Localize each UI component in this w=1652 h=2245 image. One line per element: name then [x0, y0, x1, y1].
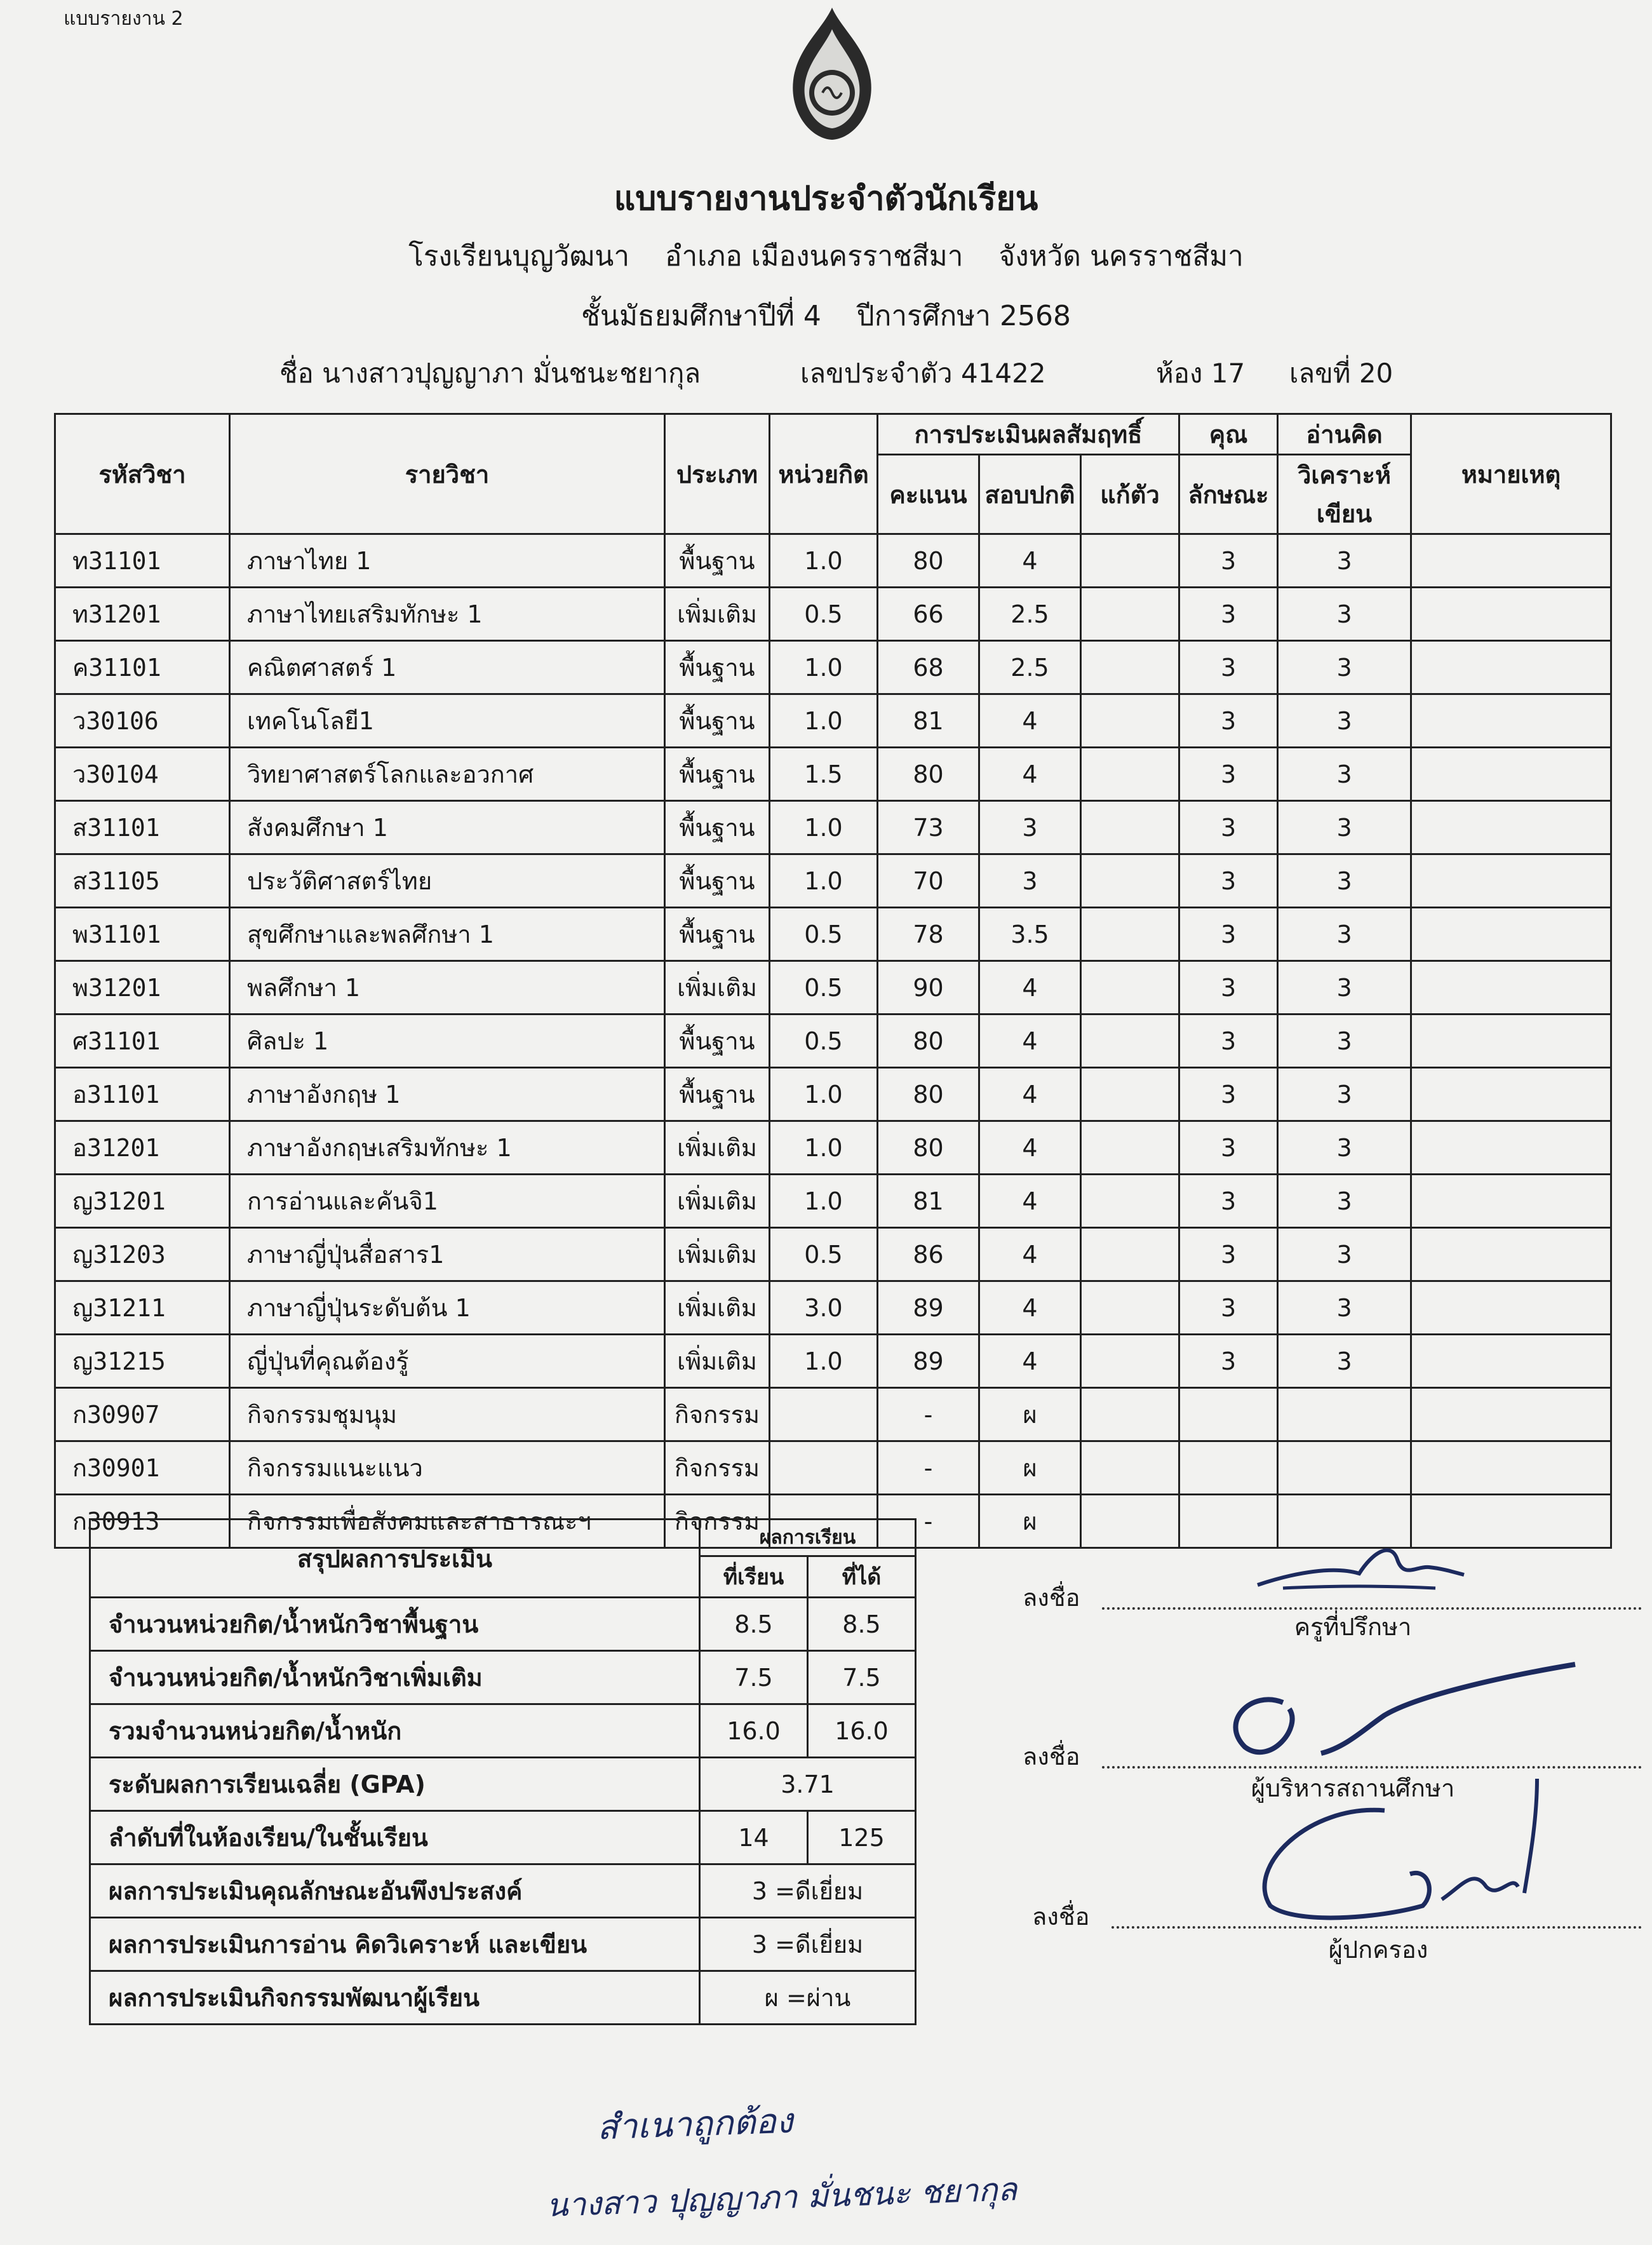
certified-copy-note: สำเนาถูกต้อง [596, 2100, 794, 2148]
course-score: 80 [878, 748, 979, 801]
characteristics-value: 3 =ดีเยี่ยม [700, 1864, 916, 1918]
grade-level: ชั้นมัธยมศึกษาปีที่ 4 [581, 300, 821, 332]
course-code: ญ31211 [55, 1281, 230, 1335]
course-reading: 3 [1278, 1335, 1411, 1388]
table-row [55, 1175, 1611, 1228]
course-score: 86 [878, 1228, 979, 1281]
course-reading: 3 [1278, 694, 1411, 748]
table-row [55, 1335, 1611, 1388]
course-remark [1411, 1068, 1611, 1121]
student-id: เลขประจำตัว 41422 [800, 358, 1046, 389]
parent-sign-label: ลงชื่อ [1032, 1903, 1090, 1931]
table-row [55, 588, 1611, 641]
course-reading: 3 [1278, 801, 1411, 854]
header-remark: หมายเหตุ [1411, 414, 1611, 534]
course-type: เพิ่มเติม [665, 1281, 770, 1335]
table-row [55, 694, 1611, 748]
total-credits-earned: 16.0 [808, 1704, 916, 1758]
course-retake [1081, 1015, 1179, 1068]
course-name: การอ่านและคันจิ1 [230, 1175, 665, 1228]
director-signature-mark [1194, 1652, 1588, 1781]
header-reading-bottom: วิเคราะห์เขียน [1278, 455, 1411, 534]
course-retake [1081, 961, 1179, 1015]
course-credits: 0.5 [770, 908, 878, 961]
course-type: พื้นฐาน [665, 908, 770, 961]
characteristics-label: ผลการประเมินคุณลักษณะอันพึงประสงค์ [90, 1864, 700, 1918]
course-reading [1278, 1441, 1411, 1495]
course-code: ว30104 [55, 748, 230, 801]
course-name: เทคโนโลยี1 [230, 694, 665, 748]
course-reading: 3 [1278, 588, 1411, 641]
course-characteristics: 3 [1179, 1015, 1278, 1068]
course-remark [1411, 1228, 1611, 1281]
course-name: ภาษาไทยเสริมทักษะ 1 [230, 588, 665, 641]
course-grade: 4 [979, 1015, 1081, 1068]
advisor-role: ครูที่ปรึกษา [1294, 1613, 1412, 1641]
course-remark [1411, 854, 1611, 908]
course-code: ก30901 [55, 1441, 230, 1495]
table-row [55, 1441, 1611, 1495]
course-retake [1081, 1388, 1179, 1441]
course-characteristics: 3 [1179, 961, 1278, 1015]
course-type: พื้นฐาน [665, 534, 770, 588]
course-code: อ31201 [55, 1121, 230, 1175]
course-code: ญ31201 [55, 1175, 230, 1228]
course-credits: 1.0 [770, 1335, 878, 1388]
course-retake [1081, 1281, 1179, 1335]
table-row [55, 801, 1611, 854]
header-characteristics-top: คุณ [1179, 414, 1278, 455]
rank-in-level: 125 [808, 1811, 916, 1864]
course-characteristics: 3 [1179, 1175, 1278, 1228]
course-credits [770, 1388, 878, 1441]
course-grade: 4 [979, 1281, 1081, 1335]
course-characteristics: 3 [1179, 588, 1278, 641]
course-characteristics: 3 [1179, 534, 1278, 588]
table-row [55, 1121, 1611, 1175]
course-reading: 3 [1278, 1121, 1411, 1175]
course-name: สังคมศึกษา 1 [230, 801, 665, 854]
student-info [279, 353, 1435, 394]
course-credits [770, 1441, 878, 1495]
course-type: เพิ่มเติม [665, 1175, 770, 1228]
course-score: 70 [878, 854, 979, 908]
course-code: อ31101 [55, 1068, 230, 1121]
course-retake [1081, 1175, 1179, 1228]
course-retake [1081, 1121, 1179, 1175]
academic-year: ปีการศึกษา 2568 [856, 300, 1071, 332]
table-row [55, 534, 1611, 588]
course-credits: 1.0 [770, 801, 878, 854]
course-retake [1081, 908, 1179, 961]
rank-in-room: 14 [700, 1811, 808, 1864]
grades-table [54, 413, 1612, 1549]
course-retake [1081, 534, 1179, 588]
summary-earned-header: ที่ได้ [808, 1556, 916, 1598]
course-reading: 3 [1278, 1068, 1411, 1121]
course-code: ญ31215 [55, 1335, 230, 1388]
form-code: แบบรายงาน 2 [64, 8, 184, 30]
course-characteristics: 3 [1179, 641, 1278, 694]
handwritten-name: นางสาว ปุญญาภา มั่นชนะ ชยากุล [546, 2171, 1018, 2224]
course-remark [1411, 1281, 1611, 1335]
course-score: - [878, 1441, 979, 1495]
course-remark [1411, 908, 1611, 961]
course-characteristics: 3 [1179, 908, 1278, 961]
course-name: ภาษาไทย 1 [230, 534, 665, 588]
course-code: ก30907 [55, 1388, 230, 1441]
course-code: ว30106 [55, 694, 230, 748]
course-grade: 4 [979, 1175, 1081, 1228]
course-reading: 3 [1278, 854, 1411, 908]
basic-credits-studied: 8.5 [700, 1598, 808, 1651]
extra-credits-studied: 7.5 [700, 1651, 808, 1704]
course-credits: 1.0 [770, 1175, 878, 1228]
course-grade: 4 [979, 1228, 1081, 1281]
header-assessment: การประเมินผลสัมฤทธิ์ [878, 414, 1179, 455]
header-credits: หน่วยกิต [770, 414, 878, 534]
basic-credits-label: จำนวนหน่วยกิต/น้ำหนักวิชาพื้นฐาน [90, 1598, 700, 1651]
course-remark [1411, 1121, 1611, 1175]
course-remark [1411, 1388, 1611, 1441]
course-credits: 1.0 [770, 854, 878, 908]
course-retake [1081, 1441, 1179, 1495]
table-row [55, 748, 1611, 801]
course-code: ส31105 [55, 854, 230, 908]
header-characteristics-bottom: ลักษณะ [1179, 455, 1278, 534]
course-retake [1081, 1495, 1179, 1548]
course-remark [1411, 534, 1611, 588]
course-retake [1081, 854, 1179, 908]
course-retake [1081, 801, 1179, 854]
course-reading: 3 [1278, 748, 1411, 801]
course-type: เพิ่มเติม [665, 961, 770, 1015]
course-credits: 0.5 [770, 1228, 878, 1281]
course-score: 81 [878, 694, 979, 748]
course-name: ภาษาอังกฤษเสริมทักษะ 1 [230, 1121, 665, 1175]
course-name: ประวัติศาสตร์ไทย [230, 854, 665, 908]
course-remark [1411, 1015, 1611, 1068]
course-characteristics: 3 [1179, 1121, 1278, 1175]
course-grade: 4 [979, 961, 1081, 1015]
parent-signature-mark [1232, 1772, 1562, 1934]
course-score: 78 [878, 908, 979, 961]
course-score: - [878, 1495, 979, 1548]
activity-label: ผลการประเมินกิจกรรมพัฒนาผู้เรียน [90, 1971, 700, 2025]
header-reading-top: อ่านคิด [1278, 414, 1411, 455]
summary-title: สรุปผลการประเมิน [90, 1520, 700, 1598]
course-grade: 4 [979, 1121, 1081, 1175]
course-remark [1411, 748, 1611, 801]
seat-number: เลขที่ 20 [1289, 358, 1393, 389]
course-characteristics: 3 [1179, 1068, 1278, 1121]
course-characteristics: 3 [1179, 748, 1278, 801]
rank-label: ลำดับที่ในห้องเรียน/ในชั้นเรียน [90, 1811, 700, 1864]
gpa-value: 3.71 [700, 1758, 916, 1811]
course-remark [1411, 1441, 1611, 1495]
course-retake [1081, 694, 1179, 748]
course-type: พื้นฐาน [665, 1015, 770, 1068]
course-code: ญ31203 [55, 1228, 230, 1281]
course-grade: 4 [979, 1335, 1081, 1388]
course-score: 90 [878, 961, 979, 1015]
course-remark [1411, 961, 1611, 1015]
course-name: กิจกรรมแนะแนว [230, 1441, 665, 1495]
course-credits: 0.5 [770, 588, 878, 641]
course-retake [1081, 748, 1179, 801]
course-retake [1081, 641, 1179, 694]
course-score: 80 [878, 1068, 979, 1121]
extra-credits-label: จำนวนหน่วยกิต/น้ำหนักวิชาเพิ่มเติม [90, 1651, 700, 1704]
course-retake [1081, 1068, 1179, 1121]
header-code: รหัสวิชา [55, 414, 230, 534]
course-characteristics: 3 [1179, 1335, 1278, 1388]
course-name: ญี่ปุ่นที่คุณต้องรู้ [230, 1335, 665, 1388]
course-grade: ผ [979, 1388, 1081, 1441]
header-retake: แก้ตัว [1081, 455, 1179, 534]
course-characteristics: 3 [1179, 801, 1278, 854]
course-grade: 4 [979, 748, 1081, 801]
course-score: 66 [878, 588, 979, 641]
director-role: ผู้บริหารสถานศึกษา [1251, 1774, 1455, 1802]
course-score: 68 [878, 641, 979, 694]
course-name: วิทยาศาสตร์โลกและอวกาศ [230, 748, 665, 801]
reading-value: 3 =ดีเยี่ยม [700, 1918, 916, 1971]
course-grade: 3 [979, 801, 1081, 854]
table-row [55, 908, 1611, 961]
course-code: ก30913 [55, 1495, 230, 1548]
course-code: ส31101 [55, 801, 230, 854]
school-name: โรงเรียนบุญวัฒนา [408, 240, 630, 273]
course-name: ภาษาญี่ปุ่นระดับต้น 1 [230, 1281, 665, 1335]
course-name: ภาษาอังกฤษ 1 [230, 1068, 665, 1121]
course-grade: ผ [979, 1495, 1081, 1548]
course-score: 81 [878, 1175, 979, 1228]
course-code: พ31101 [55, 908, 230, 961]
course-reading: 3 [1278, 1228, 1411, 1281]
course-name: สุขศึกษาและพลศึกษา 1 [230, 908, 665, 961]
header-subject: รายวิชา [230, 414, 665, 534]
student-name: ชื่อ นางสาวปุญญาภา มั่นชนะชยากุล [279, 358, 701, 389]
level-line [0, 293, 1652, 338]
course-reading: 3 [1278, 1175, 1411, 1228]
course-name: กิจกรรมชุมนุม [230, 1388, 665, 1441]
room-number: ห้อง 17 [1156, 358, 1246, 389]
course-code: ท31201 [55, 588, 230, 641]
district: อำเภอ เมืองนครราชสีมา [665, 240, 964, 273]
course-retake [1081, 1335, 1179, 1388]
course-credits: 0.5 [770, 1015, 878, 1068]
course-grade: 4 [979, 694, 1081, 748]
course-remark [1411, 641, 1611, 694]
course-characteristics [1179, 1388, 1278, 1441]
course-characteristics: 3 [1179, 1228, 1278, 1281]
course-credits: 1.0 [770, 534, 878, 588]
course-code: ค31101 [55, 641, 230, 694]
course-name: พลศึกษา 1 [230, 961, 665, 1015]
course-reading: 3 [1278, 1281, 1411, 1335]
course-score: 73 [878, 801, 979, 854]
course-type: กิจกรรม [665, 1388, 770, 1441]
course-characteristics [1179, 1441, 1278, 1495]
course-grade: 2.5 [979, 588, 1081, 641]
course-type: เพิ่มเติม [665, 1335, 770, 1388]
activity-value: ผ =ผ่าน [700, 1971, 916, 2025]
course-remark [1411, 801, 1611, 854]
course-type: พื้นฐาน [665, 801, 770, 854]
course-name: ศิลปะ 1 [230, 1015, 665, 1068]
summary-studied-header: ที่เรียน [700, 1556, 808, 1598]
course-type: กิจกรรม [665, 1495, 770, 1548]
course-retake [1081, 588, 1179, 641]
table-row [55, 1068, 1611, 1121]
summary-result-header: ผลการเรียน [700, 1520, 916, 1556]
course-reading [1278, 1388, 1411, 1441]
course-credits: 1.0 [770, 641, 878, 694]
basic-credits-earned: 8.5 [808, 1598, 916, 1651]
course-score: - [878, 1388, 979, 1441]
header-normal-exam: สอบปกติ [979, 455, 1081, 534]
advisor-signature-mark [1245, 1528, 1474, 1607]
table-row [55, 854, 1611, 908]
course-grade: 4 [979, 534, 1081, 588]
course-retake [1081, 1228, 1179, 1281]
course-type: เพิ่มเติม [665, 588, 770, 641]
document-title: แบบรายงานประจำตัวนักเรียน [614, 180, 1038, 218]
course-credits: 1.0 [770, 1068, 878, 1121]
course-reading: 3 [1278, 961, 1411, 1015]
table-row [55, 1228, 1611, 1281]
course-score: 80 [878, 1015, 979, 1068]
table-row [55, 1388, 1611, 1441]
course-reading: 3 [1278, 641, 1411, 694]
course-credits: 0.5 [770, 961, 878, 1015]
summary-table [89, 1518, 917, 2025]
course-characteristics: 3 [1179, 1281, 1278, 1335]
course-type: พื้นฐาน [665, 1068, 770, 1121]
course-name: ภาษาญี่ปุ่นสื่อสาร1 [230, 1228, 665, 1281]
school-emblem-icon [784, 4, 880, 144]
header-score: คะแนน [878, 455, 979, 534]
course-grade: 3 [979, 854, 1081, 908]
advisor-sign-label: ลงชื่อ [1023, 1584, 1080, 1612]
gpa-label: ระดับผลการเรียนเฉลี่ย (GPA) [90, 1758, 700, 1811]
course-reading: 3 [1278, 1015, 1411, 1068]
course-score: 89 [878, 1335, 979, 1388]
course-credits: 1.0 [770, 694, 878, 748]
course-grade: ผ [979, 1441, 1081, 1495]
table-row [55, 1281, 1611, 1335]
course-type: พื้นฐาน [665, 641, 770, 694]
course-score: 80 [878, 1121, 979, 1175]
course-name: กิจกรรมเพื่อสังคมและสาธารณะฯ [230, 1495, 665, 1548]
course-remark [1411, 1335, 1611, 1388]
table-row [55, 1015, 1611, 1068]
course-name: คณิตศาสตร์ 1 [230, 641, 665, 694]
province: จังหวัด นครราชสีมา [998, 240, 1244, 273]
school-line [0, 234, 1652, 278]
director-sign-label: ลงชื่อ [1023, 1743, 1080, 1770]
course-type: เพิ่มเติม [665, 1121, 770, 1175]
course-score: 80 [878, 534, 979, 588]
course-code: ศ31101 [55, 1015, 230, 1068]
course-code: พ31201 [55, 961, 230, 1015]
reading-label: ผลการประเมินการอ่าน คิดวิเคราะห์ และเขียน [90, 1918, 700, 1971]
table-row [55, 641, 1611, 694]
course-remark [1411, 588, 1611, 641]
course-grade: 3.5 [979, 908, 1081, 961]
course-type: เพิ่มเติม [665, 1228, 770, 1281]
course-characteristics: 3 [1179, 694, 1278, 748]
header-type: ประเภท [665, 414, 770, 534]
extra-credits-earned: 7.5 [808, 1651, 916, 1704]
course-type: พื้นฐาน [665, 854, 770, 908]
course-credits: 1.5 [770, 748, 878, 801]
course-characteristics: 3 [1179, 854, 1278, 908]
parent-role: ผู้ปกครอง [1328, 1936, 1428, 1964]
course-type: พื้นฐาน [665, 748, 770, 801]
course-reading: 3 [1278, 908, 1411, 961]
course-remark [1411, 694, 1611, 748]
course-score: 89 [878, 1281, 979, 1335]
course-reading: 3 [1278, 534, 1411, 588]
course-grade: 2.5 [979, 641, 1081, 694]
course-credits: 3.0 [770, 1281, 878, 1335]
course-type: กิจกรรม [665, 1441, 770, 1495]
total-credits-label: รวมจำนวนหน่วยกิต/น้ำหนัก [90, 1704, 700, 1758]
table-row [55, 961, 1611, 1015]
course-grade: 4 [979, 1068, 1081, 1121]
course-remark [1411, 1175, 1611, 1228]
course-type: พื้นฐาน [665, 694, 770, 748]
total-credits-studied: 16.0 [700, 1704, 808, 1758]
course-code: ท31101 [55, 534, 230, 588]
course-credits: 1.0 [770, 1121, 878, 1175]
